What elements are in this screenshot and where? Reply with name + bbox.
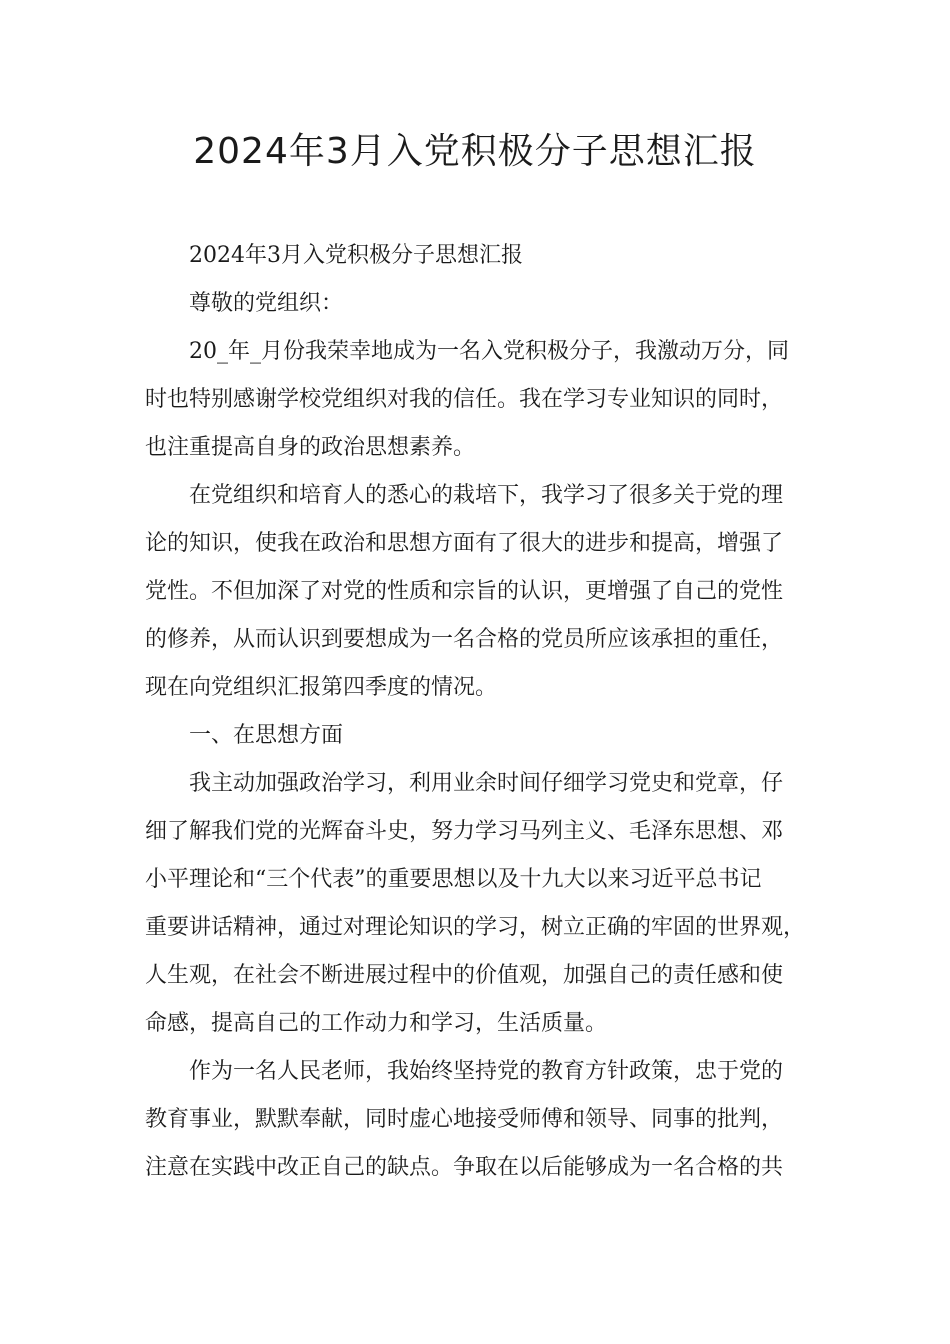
body-line: 小平理论和“三个代表”的重要思想以及十九大以来习近平总书记: [145, 867, 762, 892]
body-line: 的修养，从而认识到要想成为一名合格的党员所应该承担的重任，: [145, 627, 784, 652]
body-line: 尊敬的党组织：: [189, 291, 344, 316]
body-line: 在党组织和培育人的悉心的栽培下，我学习了很多关于党的理: [189, 483, 784, 508]
body-line: 2024年3月入党积极分子思想汇报: [189, 243, 523, 268]
body-line: 教育事业，默默奉献，同时虚心地接受师傅和领导、同事的批判，: [145, 1107, 784, 1132]
section-heading: 一、在思想方面: [189, 723, 344, 748]
body-line: 论的知识，使我在政治和思想方面有了很大的进步和提高，增强了: [145, 531, 784, 556]
body-line: 命感，提高自己的工作动力和学习，生活质量。: [145, 1011, 608, 1036]
document-title: 2024年3月入党积极分子思想汇报: [193, 131, 757, 172]
body-line: 也注重提高自身的政治思想素养。: [145, 435, 476, 460]
body-line: 现在向党组织汇报第四季度的情况。: [145, 675, 498, 700]
body-line: 时也特别感谢学校党组织对我的信任。我在学习专业知识的同时，: [145, 387, 784, 412]
body-line: 重要讲话精神，通过对理论知识的学习，树立正确的牢固的世界观，: [145, 915, 806, 940]
body-line: 党性。不但加深了对党的性质和宗旨的认识，更增强了自己的党性: [145, 579, 784, 604]
body-line: 20_年_月份我荣幸地成为一名入党积极分子，我激动万分，同: [189, 339, 789, 364]
body-line: 作为一名人民老师，我始终坚持党的教育方针政策，忠于党的: [189, 1059, 784, 1084]
body-line: 注意在实践中改正自己的缺点。争取在以后能够成为一名合格的共: [145, 1155, 784, 1180]
document-body: [145, 232, 825, 1192]
body-line: 人生观，在社会不断进展过程中的价值观，加强自己的责任感和使: [145, 963, 784, 988]
body-line: 细了解我们党的光辉奋斗史，努力学习马列主义、毛泽东思想、邓: [145, 819, 784, 844]
body-line: 我主动加强政治学习，利用业余时间仔细学习党史和党章，仔: [189, 771, 784, 796]
